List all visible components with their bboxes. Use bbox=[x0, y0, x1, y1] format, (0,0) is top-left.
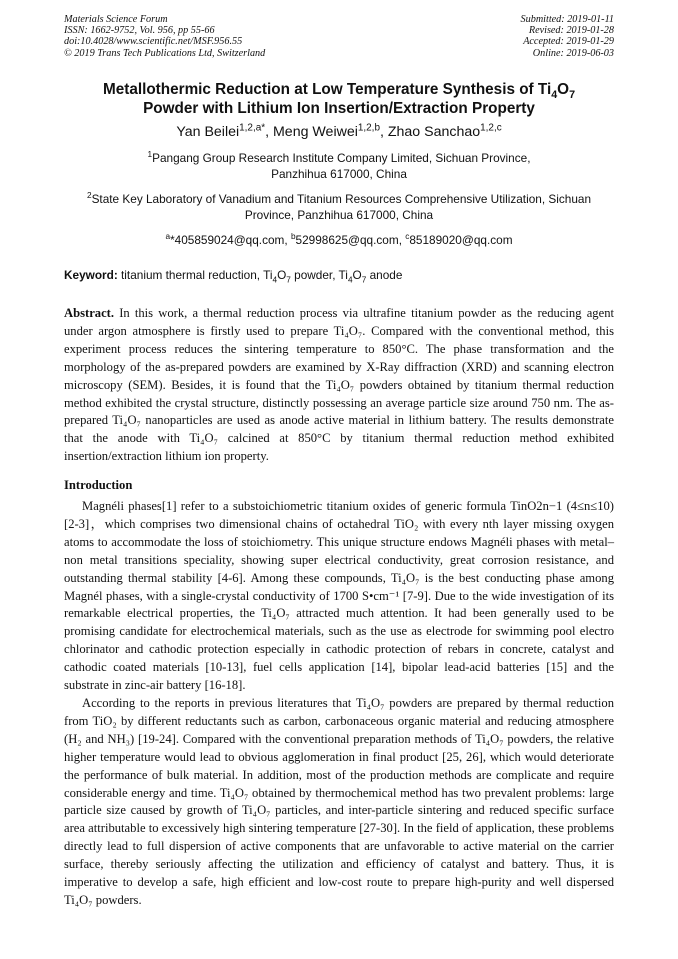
title-line-2: Powder with Lithium Ion Insertion/Extraction Property bbox=[143, 100, 535, 117]
email-link[interactable]: 52998625@qq.com bbox=[295, 233, 399, 247]
keywords bbox=[64, 268, 614, 283]
email-mark: a bbox=[165, 232, 171, 242]
affiliation-1 bbox=[50, 150, 628, 182]
title-text: Metallothermic Reduction at Low Temperature Synthesis of Ti bbox=[102, 81, 552, 98]
journal-copyright: © 2019 Trans Tech Publications Ltd, Switzerland bbox=[64, 47, 266, 59]
introduction-body bbox=[64, 498, 614, 910]
title-line-1 bbox=[40, 80, 638, 102]
author-list: Yan Beilei$^{1,2,a*}$, Meng Weiwei$^{1,2,b}$, Zhao Sanchao$^{1,2,c}$ bbox=[176, 122, 502, 140]
keyword-subscript: 4 bbox=[272, 275, 278, 285]
abstract-label: Abstract. bbox=[64, 306, 115, 320]
paragraph: According to the reports in previous literatures that Ti₄O₇ powders are prepared by thermal reduction from TiO₂ by different reductants such as carbon, carbonaceous organic material and reducing atmosphere (H₂ and NH₃) [19-24]. Compared with the conventional preparation methods of Ti₄O₇ powders, the relative higher temperature would lead to obvious agglomeration in final product [25, 26], which would deteriorate the performance of bulk material. In addition, most of the production methods are complicate and require considerable energy and time. Ti₄O₇ obtained by thermochemical method has two prevalent problems: large particle size caused by growth of Ti₄O₇ particles, and inter-particle sintering and reduced specific surface area attributable to excessively high sintering temperature [27-30]. In the field of application, these problems directly lead to full dispersion of active components that are unfavorable to active material on the carrier surface, thereby seriously affecting the utilization and efficiency of catalyst and battery. Thus, it is imperative to develop a safe, high efficient and low-cost route to prepare high-purity and well dispersed Ti₄O₇ powders. bbox=[64, 695, 614, 907]
email-mark: c bbox=[405, 232, 410, 242]
journal-header-right bbox=[521, 14, 614, 59]
paper-title bbox=[40, 80, 638, 118]
affiliation-2 bbox=[50, 191, 628, 223]
author-affiliation-mark: 1,2,a* bbox=[239, 122, 266, 134]
keyword-text: O bbox=[352, 268, 362, 282]
keyword-label: Keyword: bbox=[64, 268, 118, 282]
affiliation-text: Province, Panzhihua 617000, China bbox=[244, 208, 434, 222]
author-affiliation-mark: 1,2,b bbox=[357, 122, 380, 134]
email-link[interactable]: *405859024@qq.com bbox=[170, 233, 285, 247]
date-submitted: Submitted: 2019-01-11 bbox=[520, 14, 614, 25]
author-affiliation-mark: 1,2,c bbox=[480, 122, 502, 134]
affiliation-text: Pangang Group Research Institute Company Limited, Sichuan Province, bbox=[152, 151, 531, 165]
affiliation-text: State Key Laboratory of Vanadium and Titanium Resources Comprehensive Utilization, Sichuan bbox=[91, 192, 592, 206]
email-link[interactable]: 85189020@qq.com bbox=[409, 233, 513, 247]
paragraph: Magnéli phases[1] refer to a substoichiometric titanium oxides of generic formula TinO2n−1 (4≤n≤10) [2-3]，which comprises two dimensional chains of octahedral TiO₂ with every nth layer missing oxygen atoms to accommodate the loss of stoichiometry. This unique structure endows Magnéli phases with metal–non metal transitions speciality, showing super electrical conductivity, great corrosion resistance, and outstanding thermal stability [4-6]. Among these compounds, Ti₄O₇ is the best conducting phase among Magnél phases, with a single-crystal conductivity of 1700 S•cm⁻¹ [7-9]. Due to the wide investigation of its remarkable electrical properties, the Ti₄O₇ attracted much attention. It had been generally used to be promising candidate for electrochemical materials, such as the use as electrode for swimming pool electro chlorinator and cathodic protection especially in cathodic protection of rebars in concrete, catalyst and cathodic coated materials [10-13], fuel cells application [14], bipolar lead-acid batteries [15] and the substrate in zinc-air battery [16-18]. bbox=[64, 499, 614, 693]
abstract bbox=[64, 305, 614, 466]
date-revised: Revised: 2019-01-28 bbox=[528, 25, 614, 37]
affiliation-text: Panzhihua 617000, China bbox=[271, 167, 407, 181]
title-text: O bbox=[557, 81, 570, 98]
journal-header-left bbox=[64, 14, 265, 59]
affiliation-mark: 1 bbox=[147, 150, 153, 160]
author-name: Meng Weiwei bbox=[272, 124, 358, 140]
title-subscript: 7 bbox=[569, 89, 576, 102]
abstract-text: In this work, a thermal reduction process via ultrafine titanium powder as the reducing agent under argon atmosphere is firstly used to prepare Ti₄O₇. Compared with the conventional method, this experiment process reduces the sintering temperature to 850°C. The phase transformation and the morphology of the as-prepared powders are examined by X-Ray diffraction (XRD) and scanning electron microscopy (SEM). Besides, it is found that the Ti₄O₇ powders obtained by titanium thermal reduction method exhibited the crystal structure, distinctly possessing an average particle size around 750 nm. The as-prepared Ti₄O₇ nanoparticles are used as anode active material in lithium battery. The results demonstrate that the anode with Ti₄O₇ calcined at 850°C by titanium thermal reduction method exhibited insertion/extraction lithium ion property. bbox=[64, 306, 614, 464]
keyword-subscript: 7 bbox=[286, 275, 291, 285]
email-mark: b bbox=[290, 232, 296, 242]
keyword-subscript: 4 bbox=[347, 275, 353, 285]
keyword-text: titanium thermal reduction, Ti bbox=[117, 268, 273, 282]
keyword-subscript: 7 bbox=[361, 275, 367, 285]
section-heading-introduction: Introduction bbox=[64, 478, 133, 492]
journal-issn: ISSN: 1662-9752, Vol. 956, pp 55-66 bbox=[64, 25, 215, 37]
journal-doi: doi:10.4028/www.scientific.net/MSF.956.55 bbox=[64, 36, 243, 48]
date-accepted: Accepted: 2019-01-29 bbox=[523, 36, 614, 48]
keyword-text: anode bbox=[366, 268, 403, 282]
author-name: Zhao Sanchao bbox=[387, 124, 481, 140]
keyword-text: O bbox=[277, 268, 287, 282]
affiliation-mark: 2 bbox=[86, 191, 92, 201]
keyword-text: powder, Ti bbox=[290, 268, 348, 282]
author-name: Yan Beilei bbox=[176, 124, 240, 140]
date-online: Online: 2019-06-03 bbox=[532, 47, 614, 59]
journal-name: Materials Science Forum bbox=[64, 14, 168, 25]
author-emails: $^a$*405859024@qq.com, $^b$52998625@qq.com, $^c$85189020@qq.com bbox=[165, 232, 513, 247]
title-subscript: 4 bbox=[551, 89, 558, 102]
